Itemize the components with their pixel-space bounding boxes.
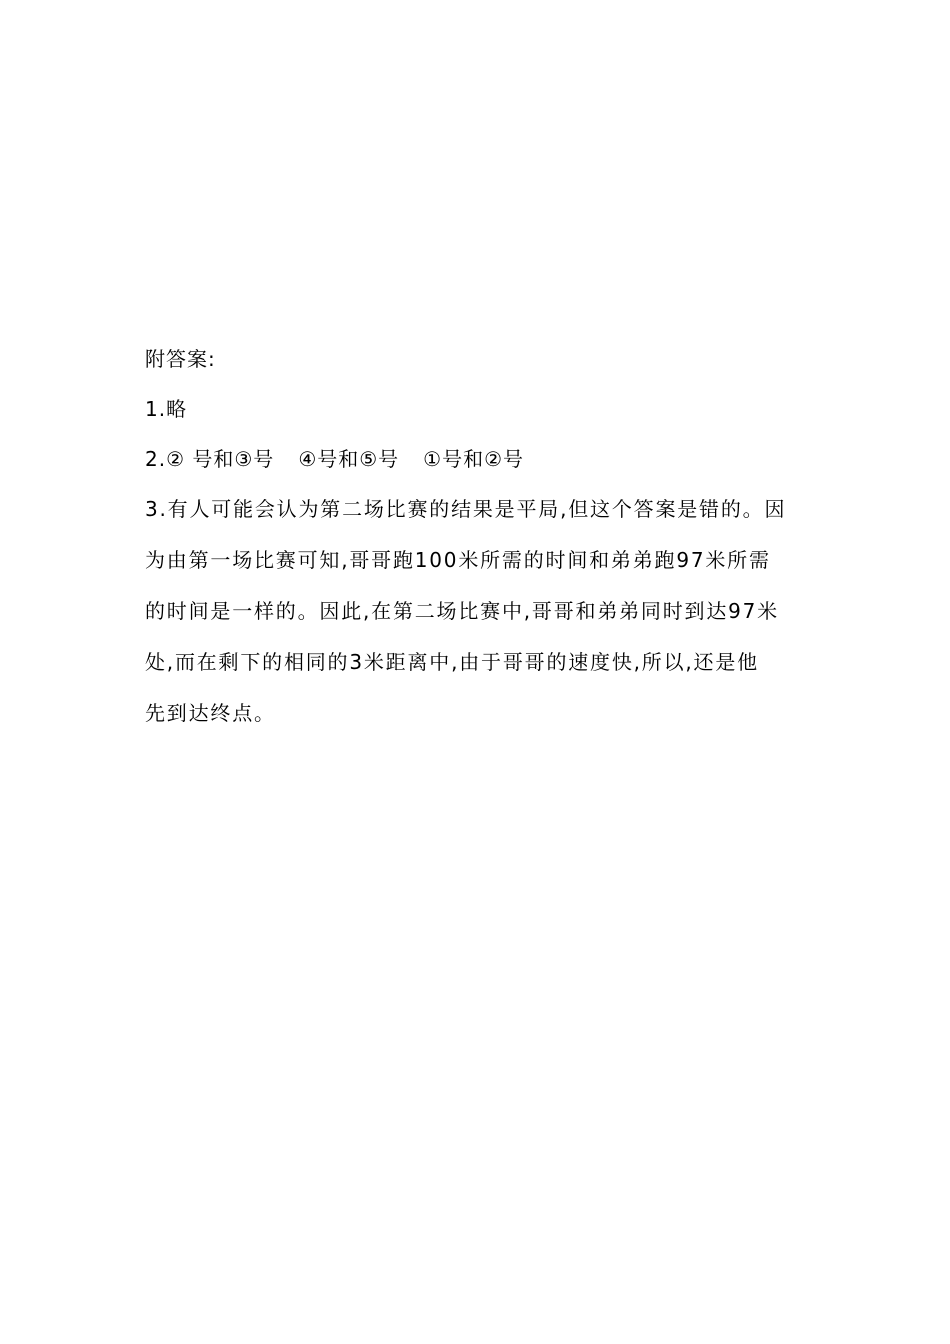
answer-3-line-3: 的时间是一样的。因此,在第二场比赛中,哥哥和弟弟同时到达97米 — [145, 599, 779, 623]
answer-2 — [145, 434, 807, 484]
answer-3-line-2: 为由第一场比赛可知,哥哥跑100米所需的时间和弟弟跑97米所需 — [145, 548, 771, 572]
answer-2-part-a: ② 号和③号 — [166, 447, 275, 471]
answer-heading: 附答案: — [145, 347, 216, 371]
answer-3-line-5: 先到达终点。 — [145, 701, 276, 725]
answer-2-part-b: ④号和⑤号 — [298, 447, 400, 471]
answer-3 — [145, 484, 807, 739]
answer-3-line-4: 处,而在剩下的相同的3米距离中,由于哥哥的速度快,所以,还是他 — [145, 650, 759, 674]
answer-3-line-1: 3.有人可能会认为第二场比赛的结果是平局,但这个答案是错的。因 — [145, 497, 787, 521]
answer-1: 1.略 — [145, 397, 188, 421]
answer-2-prefix: 2. — [145, 447, 167, 471]
answer-section — [145, 334, 807, 739]
answer-2-part-c: ①号和②号 — [423, 447, 525, 471]
